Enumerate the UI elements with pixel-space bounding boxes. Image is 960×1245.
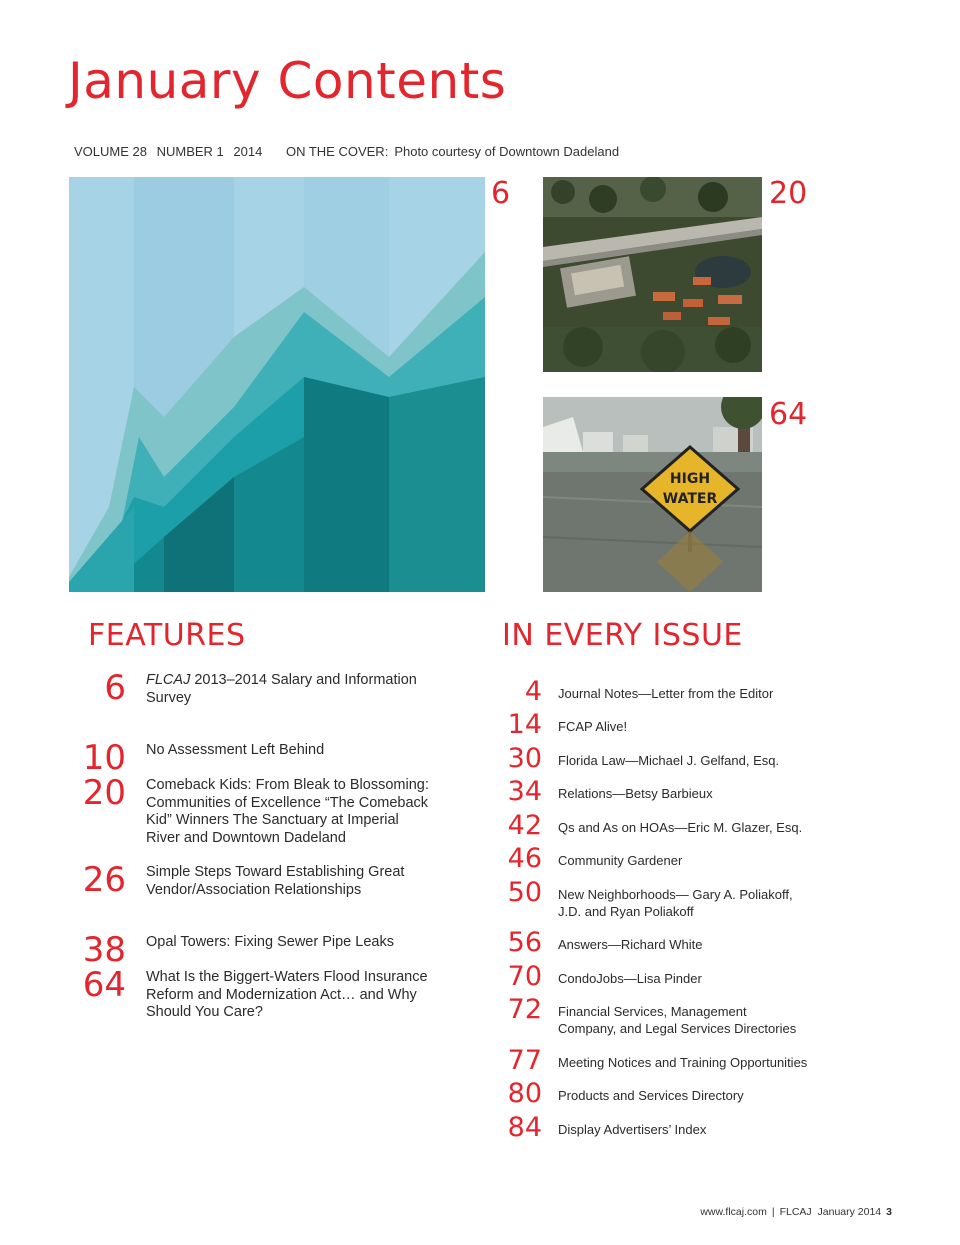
issue-title: Products and Services Directory <box>558 1088 744 1103</box>
feature-title-text: 2013–2014 Salary and Information Survey <box>146 672 417 706</box>
sign-text-water: WATER <box>662 491 718 507</box>
feature-page-number: 20 <box>82 773 126 813</box>
aerial-photo[interactable] <box>543 177 762 372</box>
feature-page-number: 10 <box>82 738 126 778</box>
issue-page-number: 72 <box>507 994 542 1025</box>
issue-title: Journal Notes—Letter from the Editor <box>558 686 774 701</box>
flood-photo[interactable] <box>543 397 762 592</box>
hero-page-number: 6 <box>491 176 511 211</box>
feature-page-number: 26 <box>82 860 126 900</box>
footer-publication: FLCAJ <box>779 1206 812 1218</box>
issue-title: Florida Law—Michael J. Gelfand, Esq. <box>558 753 780 768</box>
issue-title: New Neighborhoods— Gary A. Poliakoff, J.D. and Ryan Poliakoff <box>558 887 793 919</box>
issue-page-number: 50 <box>507 877 542 908</box>
issue-page-number: 70 <box>507 961 542 992</box>
aerial-page-number: 20 <box>769 176 808 211</box>
issue-page-number: 14 <box>507 709 542 740</box>
feature-title <box>146 672 436 707</box>
volume-label: VOLUME 28 <box>74 144 147 159</box>
issue-page-number: 4 <box>524 676 542 707</box>
footer-divider: | <box>771 1206 775 1218</box>
issue-title: FCAP Alive! <box>558 719 628 734</box>
footer-page-number: 3 <box>886 1206 892 1218</box>
feature-title: What Is the Biggert-Waters Flood Insurance Reform and Modernization Act… and Why Should You Care? <box>146 969 428 1020</box>
footer-issue: January 2014 <box>817 1206 882 1218</box>
issue-page-number: 77 <box>507 1045 542 1076</box>
flood-page-number: 64 <box>769 397 808 432</box>
feature-title: Opal Towers: Fixing Sewer Pipe Leaks <box>146 934 394 950</box>
page-footer <box>700 1206 892 1218</box>
year-label: 2014 <box>233 144 263 159</box>
issue-page-number: 56 <box>507 927 542 958</box>
issue-title: Community Gardener <box>558 853 683 868</box>
feature-title: No Assessment Left Behind <box>146 742 325 758</box>
footer-site-link[interactable]: www.flcaj.com <box>700 1206 767 1218</box>
issue-title: Display Advertisers’ Index <box>558 1122 707 1137</box>
issue-title: CondoJobs—Lisa Pinder <box>558 971 702 986</box>
issue-page-number: 34 <box>507 776 542 807</box>
feature-page-number: 6 <box>104 668 126 708</box>
feature-page-number: 38 <box>82 930 126 970</box>
cover-label: ON THE COVER: <box>285 144 389 159</box>
page-title: January Contents <box>68 52 507 110</box>
issue-info <box>74 144 625 159</box>
feature-title: Comeback Kids: From Bleak to Blossoming: Communities of Excellence “The Comeback Kid” Winners The Sanctuary at Imperial River and Downtown Dadeland <box>146 777 429 846</box>
issue-title: Financial Services, Management Company, and Legal Services Directories <box>558 1004 797 1036</box>
features-heading: FEATURES <box>88 618 246 653</box>
hero-illustration[interactable] <box>69 177 485 592</box>
issue-page-number: 84 <box>507 1112 542 1143</box>
issue-title: Relations—Betsy Barbieux <box>558 786 713 801</box>
cover-credit: Photo courtesy of Downtown Dadeland <box>394 144 620 159</box>
feature-page-number: 64 <box>82 965 126 1005</box>
feature-title-italic: FLCAJ <box>146 672 191 688</box>
issue-title: Meeting Notices and Training Opportunities <box>558 1055 808 1070</box>
every-issue-heading: IN EVERY ISSUE <box>502 618 743 653</box>
sign-text-high: HIGH <box>669 471 711 487</box>
issue-page-number: 30 <box>507 743 542 774</box>
number-label: NUMBER 1 <box>156 144 224 159</box>
issue-title: Qs and As on HOAs—Eric M. Glazer, Esq. <box>558 820 803 835</box>
feature-title: Simple Steps Toward Establishing Great Vendor/Association Relationships <box>146 864 405 898</box>
issue-page-number: 42 <box>507 810 542 841</box>
issue-page-number: 80 <box>507 1078 542 1109</box>
issue-page-number: 46 <box>507 843 542 874</box>
issue-title: Answers—Richard White <box>558 937 703 952</box>
